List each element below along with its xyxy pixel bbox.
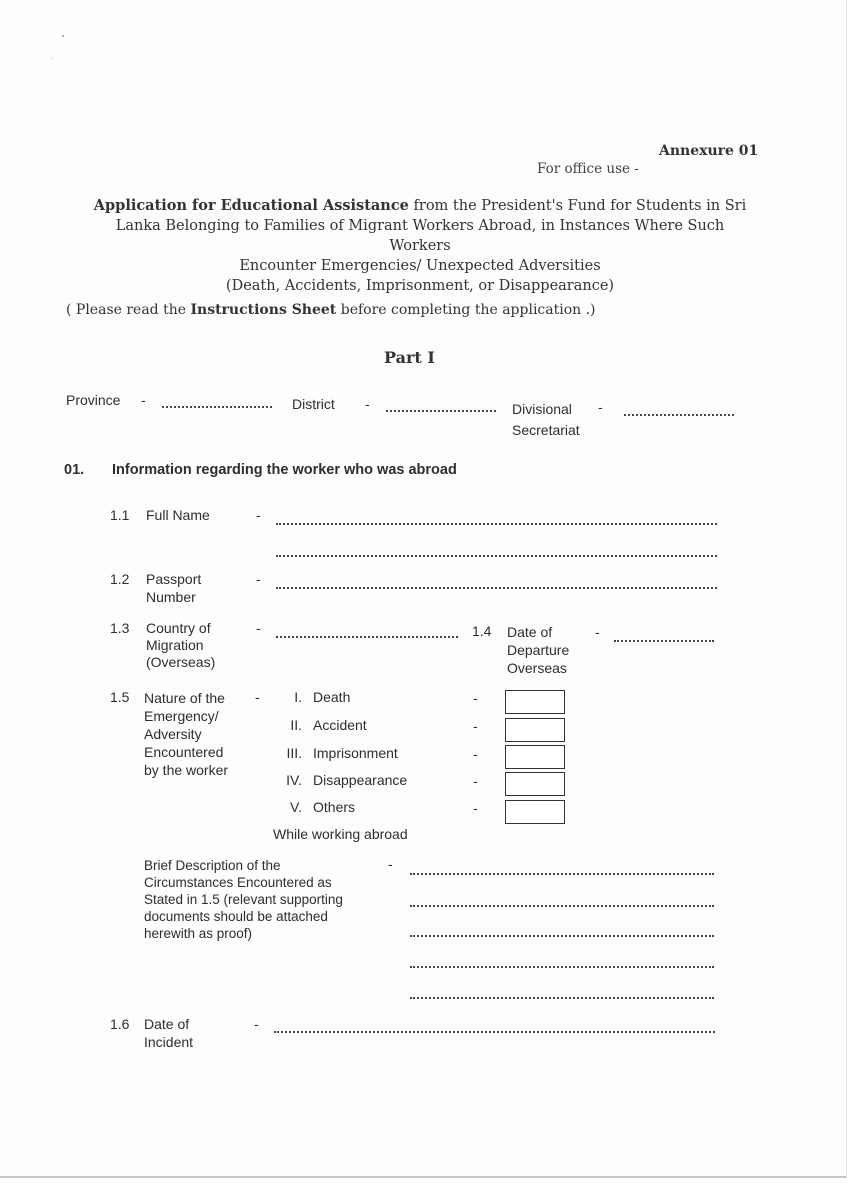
- section-heading: Information regarding the worker who was abroad: [112, 462, 457, 478]
- part-heading: Part I: [384, 348, 435, 367]
- full-name-field-line1[interactable]: [276, 523, 717, 525]
- accident-checkbox[interactable]: [505, 718, 565, 742]
- option-numeral: IV.: [286, 772, 302, 788]
- title-line-2: Lanka Belonging to Families of Migrant Workers Abroad, in Instances Where Such Workers: [115, 218, 725, 254]
- option-numeral: I.: [294, 689, 302, 705]
- annexure-label: Annexure 01: [659, 143, 759, 159]
- scan-speck: [62, 35, 64, 37]
- field-number-1-3: 1.3: [110, 620, 130, 636]
- instructions-suffix: before completing the application .): [336, 302, 596, 318]
- nature-of-emergency-label: [144, 689, 228, 779]
- country-separator: -: [256, 621, 261, 637]
- country-label-line2: Migration: [146, 637, 204, 653]
- option-label: Accident: [313, 717, 367, 733]
- option-numeral: III.: [286, 745, 302, 761]
- option-label: Death: [313, 689, 351, 705]
- divisional-secretariat-label: [512, 399, 580, 441]
- passport-number-field[interactable]: [276, 587, 717, 589]
- date-of-incident-field[interactable]: [274, 1031, 715, 1033]
- field-number-1-1: 1.1: [110, 507, 130, 523]
- passport-number-label: [146, 570, 201, 606]
- date-of-incident-label: [144, 1015, 193, 1051]
- date-of-departure-field[interactable]: [614, 640, 714, 642]
- option-label: Disappearance: [313, 772, 408, 788]
- description-field-line2[interactable]: [410, 905, 714, 907]
- title-line-4: (Death, Accidents, Imprisonment, or Disappearance): [225, 278, 615, 294]
- province-separator: -: [141, 393, 146, 409]
- office-use-label: For office use -: [537, 161, 639, 177]
- title-bold: Application for Educational Assistance: [93, 197, 409, 214]
- description-label-line1: Brief Description of the: [144, 858, 281, 873]
- title-rest: from the President's Fund for Students in Sri: [408, 198, 747, 214]
- description-field-line1[interactable]: [410, 873, 714, 875]
- district-separator: -: [365, 397, 370, 413]
- field-number-1-2: 1.2: [110, 571, 130, 587]
- option-label: Others: [313, 799, 356, 815]
- option-numeral: II.: [290, 717, 302, 733]
- nature-separator: -: [255, 690, 260, 706]
- province-label: Province: [66, 392, 121, 408]
- country-of-migration-label: [146, 620, 215, 671]
- nature-label-line2: Emergency/: [144, 708, 219, 724]
- brief-description-label: [144, 857, 343, 942]
- country-of-migration-field[interactable]: [276, 636, 458, 638]
- passport-label-line1: Passport: [146, 571, 202, 587]
- description-label-line3: Stated in 1.5 (relevant supporting: [144, 892, 343, 907]
- incident-label-line1: Date of: [144, 1016, 190, 1032]
- others-checkbox[interactable]: [505, 800, 565, 824]
- passport-label-line2: Number: [146, 589, 196, 605]
- nature-label-line4: Encountered: [144, 744, 224, 760]
- description-separator: -: [388, 857, 393, 873]
- passport-separator: -: [256, 572, 261, 588]
- field-number-1-5: 1.5: [110, 689, 130, 705]
- departure-label-line2: Departure: [507, 642, 570, 658]
- field-number-1-6: 1.6: [110, 1016, 130, 1032]
- option-separator: -: [473, 801, 478, 817]
- full-name-label: Full Name: [146, 507, 210, 523]
- description-label-line2: Circumstances Encountered as: [144, 875, 332, 890]
- nature-label-line1: Nature of the: [144, 690, 225, 706]
- description-field-line3[interactable]: [410, 935, 714, 937]
- while-working-abroad-note: While working abroad: [273, 826, 408, 842]
- district-label: District: [292, 396, 335, 412]
- district-field[interactable]: [386, 410, 496, 412]
- disappearance-checkbox[interactable]: [505, 772, 565, 796]
- form-title: [90, 196, 750, 296]
- description-field-line5[interactable]: [410, 997, 714, 999]
- departure-label-line3: Overseas: [507, 660, 567, 676]
- option-separator: -: [473, 719, 478, 735]
- country-label-line1: Country of: [146, 620, 211, 636]
- option-label: Imprisonment: [313, 745, 398, 761]
- title-line-3: Encounter Emergencies/ Unexpected Adversities: [239, 258, 601, 274]
- divisional-label-line1: Divisional: [512, 401, 572, 417]
- option-separator: -: [473, 747, 478, 763]
- field-number-1-4: 1.4: [472, 623, 492, 639]
- departure-label-line1: Date of: [507, 624, 553, 640]
- section-number: 01.: [64, 462, 85, 478]
- nature-label-line5: by the worker: [144, 762, 229, 778]
- province-field[interactable]: [162, 406, 272, 408]
- option-separator: -: [473, 774, 478, 790]
- scan-speck: [52, 58, 53, 59]
- full-name-field-line2[interactable]: [276, 555, 717, 557]
- instructions-prefix: ( Please read the: [66, 302, 191, 318]
- title-line-1: [90, 196, 750, 216]
- departure-separator: -: [595, 625, 600, 641]
- instructions-note: [66, 302, 596, 318]
- divisional-secretariat-field[interactable]: [624, 414, 734, 416]
- description-field-line4[interactable]: [410, 966, 714, 968]
- incident-separator: -: [254, 1017, 259, 1033]
- country-label-line3: (Overseas): [146, 654, 216, 670]
- divisional-separator: -: [598, 400, 603, 416]
- nature-label-line3: Adversity: [144, 726, 202, 742]
- divisional-label-line2: Secretariat: [512, 422, 580, 438]
- description-label-line4: documents should be attached: [144, 909, 328, 924]
- date-of-departure-label: [507, 623, 569, 677]
- incident-label-line2: Incident: [144, 1034, 194, 1050]
- instructions-sheet-link: Instructions Sheet: [190, 302, 337, 318]
- option-numeral: V.: [290, 799, 302, 815]
- death-checkbox[interactable]: [505, 690, 565, 714]
- imprisonment-checkbox[interactable]: [505, 745, 565, 769]
- option-separator: -: [473, 691, 478, 707]
- description-label-line5: herewith as proof): [144, 926, 253, 941]
- full-name-separator: -: [256, 508, 261, 524]
